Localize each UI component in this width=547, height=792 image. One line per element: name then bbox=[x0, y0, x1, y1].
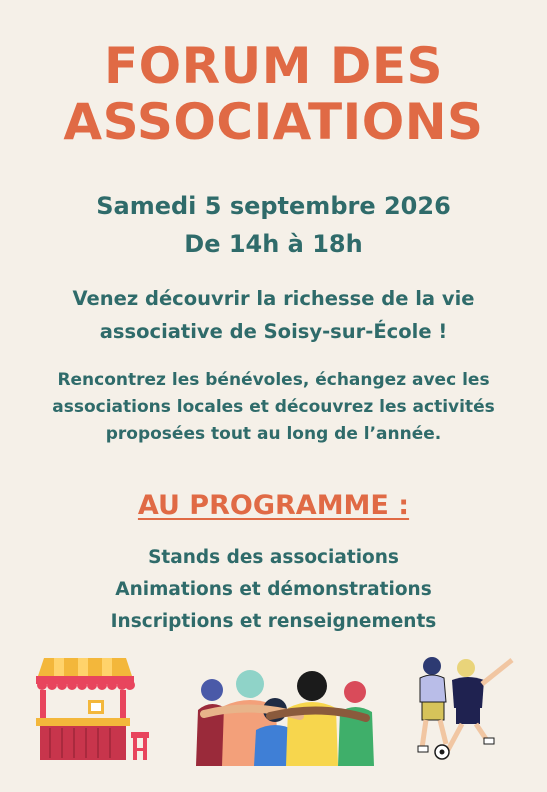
market-stall-icon bbox=[30, 652, 155, 764]
event-hours: De 14h à 18h bbox=[184, 230, 363, 258]
poster-title-line-2: ASSOCIATIONS bbox=[63, 93, 484, 151]
poster-title bbox=[0, 38, 547, 150]
poster-title-line-1: FORUM DES bbox=[103, 37, 444, 95]
program-item: Inscriptions et renseignements bbox=[110, 611, 437, 632]
group-hug-icon bbox=[190, 660, 380, 770]
program-item: Stands des associations bbox=[148, 547, 399, 568]
description-text: Rencontrez les bénévoles, échangez avec les associations locales et découvrez les activités proposées tout au long de l’année. bbox=[52, 370, 495, 444]
intro-text: Venez découvrir la richesse de la vie associative de Soisy-sur-École ! bbox=[72, 287, 475, 343]
event-day: Samedi 5 septembre 2026 bbox=[96, 192, 451, 220]
program-list bbox=[0, 542, 547, 638]
program-item: Animations et démonstrations bbox=[115, 579, 432, 600]
program-title bbox=[0, 486, 547, 526]
event-date bbox=[0, 187, 547, 263]
program-title-text: AU PROGRAMME : bbox=[137, 490, 410, 521]
football-players-icon bbox=[412, 652, 522, 764]
